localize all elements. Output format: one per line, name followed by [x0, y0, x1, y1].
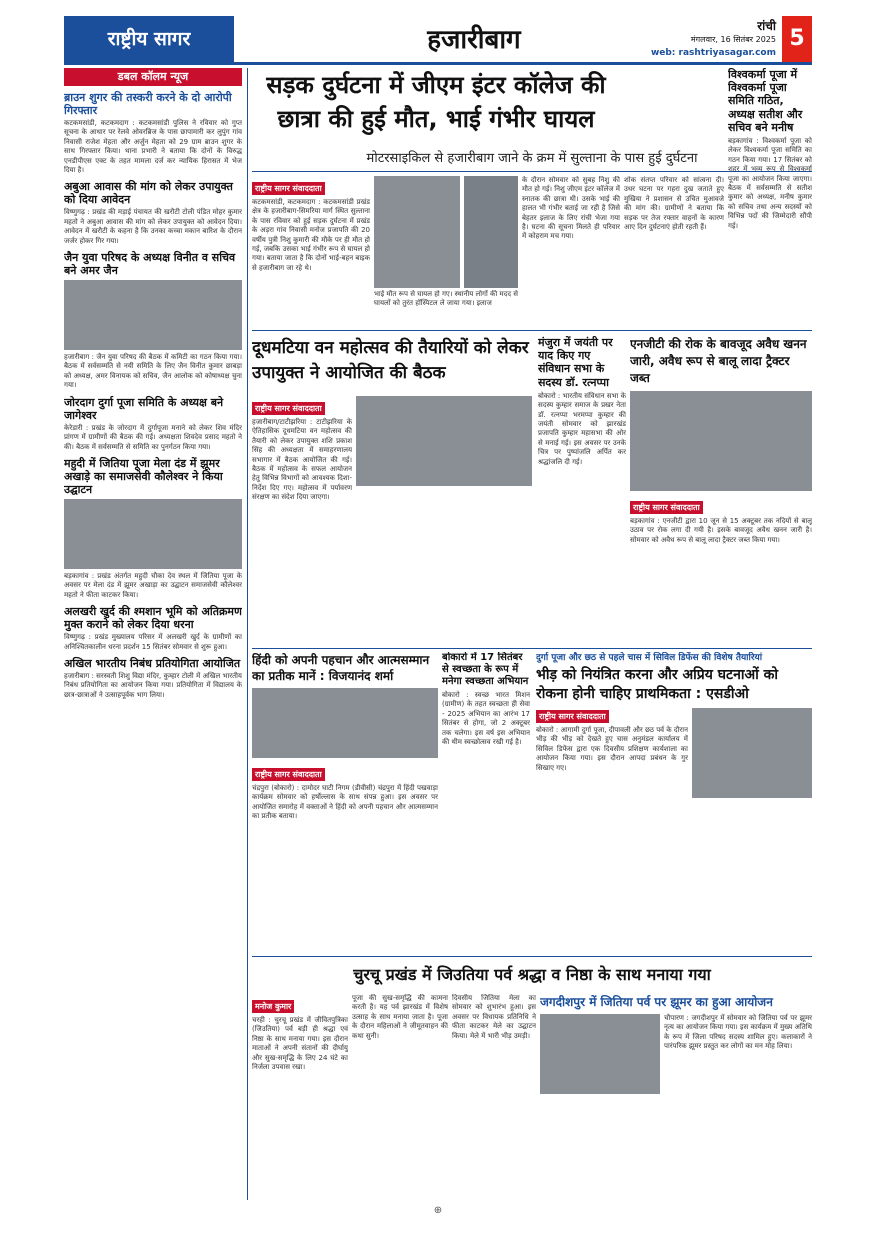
- training-photo: [692, 708, 812, 798]
- article-kicker: दुर्गा पूजा और छठ से पहले चास में सिविल डिफेंस की विशेष तैयारियां: [536, 653, 763, 663]
- byline: राष्ट्रीय सागर संवाददाता: [536, 710, 609, 723]
- column-divider: [247, 68, 248, 1200]
- jhumar-photo: [540, 1014, 660, 1094]
- mid2-article: [538, 336, 626, 646]
- dateline-date: मंगलवार, 16 सितंबर 2025: [690, 35, 776, 44]
- article-title: मंजुरा में जयंती पर याद किए गए संविधान सभा के सदस्य डॉ. रत्नप्पा: [538, 336, 613, 389]
- left-article-body: बड़कागांव : प्रखंड अंतर्गत महुदी चौका देव स्थल में जितिया पूजा के अवसर पर मेला दंड में झूमर अखाड़ा का उद्घाटन समाजसेवी कौलेश्वर महतो ने फीता काटकर किया।: [64, 571, 242, 599]
- article-body: हजारीबाग/टाटीझरिया : टाटीझरिया के ऐतिहासिक दूधमटिया वन महोत्सव की तैयारी को लेकर उपायुक्त शशि प्रकाश सिंह की अध्यक्षता में समाहरणालय सभागार में बैठक आयोजित की गई। बैठक में महोत्सव के सफल आयोजन हेतु विभिन्न विभागों को आवश्यक दिशा-निर्देश दिए गए। महोत्सव में पर्यावरण संरक्षण का संदेश दिया जाएगा।: [252, 418, 352, 502]
- left-article-title: जोरदाग दुर्गा पूजा समिति के अध्यक्ष बने जागेश्वर: [64, 395, 224, 422]
- mid1-body-block: [252, 396, 532, 646]
- left-article-body: केरेडारी : प्रखंड के जोरदाग में दुर्गापूजा मनाने को लेकर शिव मंदिर प्रांगण में ग्रामीणों की बैठक की गई। अध्यक्षता शिवदेव प्रसाद महतो ने की। बैठक में सर्वसम्मति से समिति का पुनर्गठन किया गया।: [64, 423, 242, 451]
- left-article-title: अखिल भारतीय निबंध प्रतियोगिता आयोजित: [64, 656, 241, 670]
- photo-caption: घायलों को तुरंत हॉस्पिटल ले जाया गया। इलाज: [374, 299, 492, 307]
- meeting-photo: [356, 396, 532, 486]
- article-title: भीड़ को नियंत्रित करना और अप्रिय घटनाओं को रोकना होनी चाहिए प्राथमिकता : एसडीओ: [536, 667, 779, 702]
- article-body: चंद्रपुरा (बोकारो) : दामोदर घाटी निगम (डीवीसी) चंद्रपुरा में हिंदी पखवाड़ा कार्यक्रम सोमवार को हर्षोल्लास के साथ संपन्न हुआ। इस अवसर पर आयोजित समारोह में वक्ताओं ने हिंदी को अपनी पहचान और आत्मसम्मान का प्रतीक बताया।: [252, 784, 438, 821]
- dateline-place: रांची: [757, 19, 776, 33]
- left-article-title: अबुआ आवास की मांग को लेकर उपायुक्त को दिया आवेदन: [64, 180, 233, 207]
- byline: राष्ट्रीय सागर संवाददाता: [252, 402, 325, 415]
- lead-body: कटकमसांडी, कटकमदाग : कटकमसांडी प्रखंड क्षेत्र के हजारीबाग-सिमरिया मार्ग स्थित सुल्ताना के पास रविवार को हुई सड़क दुर्घटना में प्रखंड के अड़रा गांव निवासी मनोज प्रजापति की 20 वर्षीय पुत्री निशु कुमारी की मौके पर ही मौत हो गई, जबकि उसका भाई गंभीर रूप से घायल हो गया। बताया जाता है कि दोनों भाई-बहन बाइक से हजारीबाग जा रहे थे।: [252, 198, 370, 272]
- article-title: एनजीटी की रोक के बावजूद अवैध खनन जारी, अवैध रूप से बालू लादा ट्रैक्टर जब्त: [630, 337, 807, 385]
- masthead: [64, 16, 812, 62]
- lead-photo-girl: [374, 176, 460, 288]
- divider: [252, 648, 812, 649]
- right-article-3: [536, 652, 812, 952]
- photo: [64, 499, 242, 569]
- website: web: rashtriyasagar.com: [650, 48, 776, 58]
- right-article-2: [630, 336, 812, 646]
- byline: मनोज कुमार: [252, 1000, 294, 1013]
- dateline: [691, 20, 776, 46]
- byline: राष्ट्रीय सागर संवाददाता: [252, 768, 325, 781]
- divider: [252, 330, 812, 331]
- byline: राष्ट्रीय सागर संवाददाता: [252, 182, 325, 195]
- lead-photo-accident: [464, 176, 518, 288]
- registration-mark: ⊕: [433, 1205, 443, 1216]
- mid1-headline-block: [252, 336, 532, 392]
- article-title: हिंदी को अपनी पहचान और आत्मसम्मान का प्रतीक मानें : विजयानंद शर्मा: [252, 653, 430, 683]
- article-body: पूजा की सुख-समृद्धि की कामना करती है। यह पर्व झारखंड में विशेष उत्साह के साथ मनाया जाता है। पूजा के दौरान महिलाओं ने जीमूतवाहन की कथा सुनी।: [352, 994, 448, 1040]
- divider: [252, 956, 812, 957]
- article-title: बोकारो में 17 सितंबर से स्वच्छता के रूप में मनेगा स्वच्छता अभियान: [442, 652, 529, 687]
- left-article-title: महुदी में जितिया पूजा मेला दंड में झूमर अखाड़े का समाजसेवी कौलेश्वर ने किया उद्घाटन: [64, 456, 223, 496]
- right-article-1: [728, 68, 812, 326]
- left-article-title: जैन युवा परिषद के अध्यक्ष विनीत व सचिव बने अमर जैन: [64, 251, 236, 278]
- lead-column-2: [522, 176, 620, 326]
- bottom-headline: चुरचू प्रखंड में जिउतिया पर्व श्रद्धा व निष्ठा के साथ मनाया गया: [353, 965, 711, 984]
- bottom-col-3: [452, 994, 536, 1200]
- article-title: दूधमटिया वन महोत्सव की तैयारियों को लेकर उपायुक्त ने आयोजित की बैठक: [252, 338, 529, 383]
- lead-captions: [374, 290, 518, 326]
- left-article-title: अलखरी खुर्द की श्मशान भूमि को अतिक्रमण मुक्त कराने को लेकर दिया धरना: [64, 605, 242, 632]
- bottom-col-1: [252, 994, 348, 1200]
- article-title: विश्वकर्मा पूजा में विश्वकर्मा पूजा समिति गठित, अध्यक्ष सतीश और सचिव बने मनीष: [728, 68, 803, 134]
- brand-logo: राष्ट्रीय सागर: [64, 16, 234, 62]
- left-article-body: कटकमसांडी, कटकमदाग : कटकमसांडी पुलिस ने रविवार को गुप्त सूचना के आधार पर रेलवे ओवरब्रिज के पास छापामारी कर लुपुंग गांव निवासी राजेश मेहता और अर्जुन मेहता को 29 ग्राम ब्राउन शुगर के साथ गिरफ्तार किया। थाना प्रभारी ने बताया कि दोनों के विरुद्ध एनडीपीएस एक्ट के तहत मामला दर्ज कर न्यायिक हिरासत में भेज दिया है।: [64, 119, 242, 175]
- event-photo: [252, 688, 438, 758]
- page-number: 5: [782, 16, 812, 62]
- article-body: चरही : चुरचू प्रखंड में जीवितपुत्रिका (जिउतिया) पर्व बड़ी ही श्रद्धा एवं निष्ठा के साथ मनाया गया। इस दौरान माताओं ने अपनी संतानों की दीर्घायु और सुख-समृद्धि के लिए 24 घंटे का निर्जला उपवास रखा।: [252, 1016, 348, 1072]
- article-body: दिवसीय जितिया मेला का सोमवार को शुभारंभ हुआ। इस अवसर पर विधायक प्रतिनिधि ने फीता काटकर मेले का उद्घाटन किया। मेले में भारी भीड़ उमड़ी।: [452, 994, 536, 1040]
- page-section-title: हजारीबाग: [427, 25, 521, 55]
- tractor-photo: [630, 391, 812, 491]
- article-body: बोकारो : स्वच्छ भारत मिशन (ग्रामीण) के तहत स्वच्छता ही सेवा - 2025 अभियान का आरंभ 17 सितंबर से होगा, जो 2 अक्टूबर तक चलेगा। इस वर्ष इस अभियान की थीम स्वच्छोत्सव रखी गई है।: [442, 691, 530, 747]
- lead-column-3: [624, 176, 724, 326]
- left-article-body: विष्णुगढ़ : प्रखंड की मड़ाई पंचायत की खरौटी टोली पंडित मोहर कुमार महतो ने अबुआ आवास की मांग को लेकर उपायुक्त को आवेदन दिया। आवेदन में खरौटी के कहना है कि उनका कच्चा मकान बारिश के दौरान जर्जर होकर गिर गया।: [64, 208, 242, 245]
- lead-column-1: [252, 176, 370, 326]
- photo-caption: भाई मौत रूप से घायल हो गए। स्थानीय लोगों की मदद से: [374, 290, 518, 298]
- left-article-body: विष्णुगढ़ : प्रखंड मुख्यालय परिसर में अलखरी खुर्द के ग्रामीणों का अनिश्चितकालीन धरना प्रदर्शन 15 सितंबर सोमवार से शुरू हुआ।: [64, 633, 242, 651]
- article-title: जगदीशपुर में जितिया पर्व पर झूमर का हुआ आयोजन: [540, 995, 773, 1009]
- article-body: चौपारण : जगदीशपुर में सोमवार को जितिया पर्व पर झूमर नृत्य का आयोजन किया गया। इस कार्यक्रम में मुख्य अतिथि के रूप में जिला परिषद सदस्य शामिल हुए। कलाकारों ने पारंपरिक झूमर प्रस्तुत कर लोगों का मन मोह लिया।: [664, 1014, 812, 1051]
- left-column: [64, 68, 242, 1200]
- left-article-title: ब्राउन शुगर की तस्करी करने के दो आरोपी गिरफ्तार: [64, 91, 232, 117]
- lead-headline: सड़क दुर्घटना में जीएम इंटर कॉलेज की छात्रा की हुई मौत, भाई गंभीर घायल: [266, 71, 606, 133]
- byline: राष्ट्रीय सागर संवाददाता: [630, 501, 703, 514]
- article-body: बड़कागांव : एनजीटी द्वारा 10 जून से 15 अक्टूबर तक नदियों से बालू उठाव पर रोक लगा दी गयी है। इसके बावजूद अवैध खनन जारी है। सोमवार को अवैध रूप से बालू लादा ट्रैक्टर जब्त किया गया।: [630, 517, 812, 544]
- lead-body: शोक संतप्त परिवार को सांत्वना दी। उधर घटना पर गहरा दुख जताते हुए मुखिया ने प्रशासन से उचित मुआवजे की मांग की। ग्रामीणों ने बताया कि सड़क पर तेज रफ्तार वाहनों के कारण आए दिन दुर्घटनाएं होती रहती हैं।: [624, 176, 724, 232]
- article-body: बोकारो : आगामी दुर्गा पूजा, दीपावली और छठ पर्व के दौरान भीड़ की भीड़ को देखते हुए चास अनुमंडल कार्यालय में सिविल डिफेंस द्वारा एक दिवसीय प्रशिक्षण कार्यशाला का आयोजन किया गया। इस दौरान आपदा प्रबंधन के गुर सिखाए गए।: [536, 726, 688, 772]
- bottom-right-article: [540, 994, 812, 1200]
- article-body: बड़कागांव : विश्वकर्मा पूजा को लेकर विश्वकर्मा पूजा समिति का गठन किया गया। 17 सितंबर को शहर में भव्य रूप से विश्वकर्मा पूजा का आयोजन किया जाएगा। बैठक में सर्वसम्मति से सतीश कुमार को अध्यक्ष, मनीष कुमार को सचिव तथा अन्य सदस्यों को विभिन्न पदों की जिम्मेदारी सौंपी गई।: [728, 136, 812, 230]
- mid3-article: [252, 652, 438, 952]
- mid4-article: [442, 652, 530, 952]
- bottom-col-2: [352, 994, 448, 1200]
- left-article-body: हजारीबाग : सरस्वती शिशु विद्या मंदिर, कुम्हार टोली में अखिल भारतीय निबंध प्रतियोगिता का आयोजन किया गया। प्रतियोगिता में विद्यालय के छात्र-छात्राओं ने उत्साहपूर्वक भाग लिया।: [64, 671, 242, 699]
- left-article-body: हजारीबाग : जैन युवा परिषद की बैठक में कमिटी का गठन किया गया। बैठक में सर्वसम्मति से नयी समिति के लिए जैन विनीत कुमार छाबड़ा को अध्यक्ष, अमर विनायक को सचिव, जैन आलोक को कोषाध्यक्ष चुना गया।: [64, 353, 242, 390]
- column-label: डबल कॉलम न्यूज: [64, 68, 242, 86]
- lead-subheadline: मोटरसाइकिल से हजारीबाग जाने के क्रम में सुल्ताना के पास हुई दुर्घटना: [366, 151, 698, 166]
- masthead-rule: [64, 62, 812, 65]
- photo: [64, 280, 242, 350]
- article-body: बोकारो : भारतीय संविधान सभा के सदस्य कुम्हार समाज के प्रखर नेता डॉ. रत्नप्पा भरमप्पा कुम्हार की जयंती सोमवार को झारखंड प्रजापति कुम्हार महासभा की ओर से मनाई गई। इस अवसर पर उनके चित्र पर पुष्पांजलि अर्पित कर श्रद्धांजलि दी गई।: [538, 391, 626, 466]
- lead-body: के दौरान सोमवार को सुबह निशु की मौत हो गई। निशु जीएम इंटर कॉलेज में स्नातक की छात्रा थी। उसके भाई की हालत भी गंभीर बताई जा रही है जिसे बेहतर इलाज के लिए रांची भेजा गया है। घटना की सूचना मिलते ही परिवार में कोहराम मच गया।: [522, 176, 620, 241]
- bottom-headline-block: [252, 960, 812, 990]
